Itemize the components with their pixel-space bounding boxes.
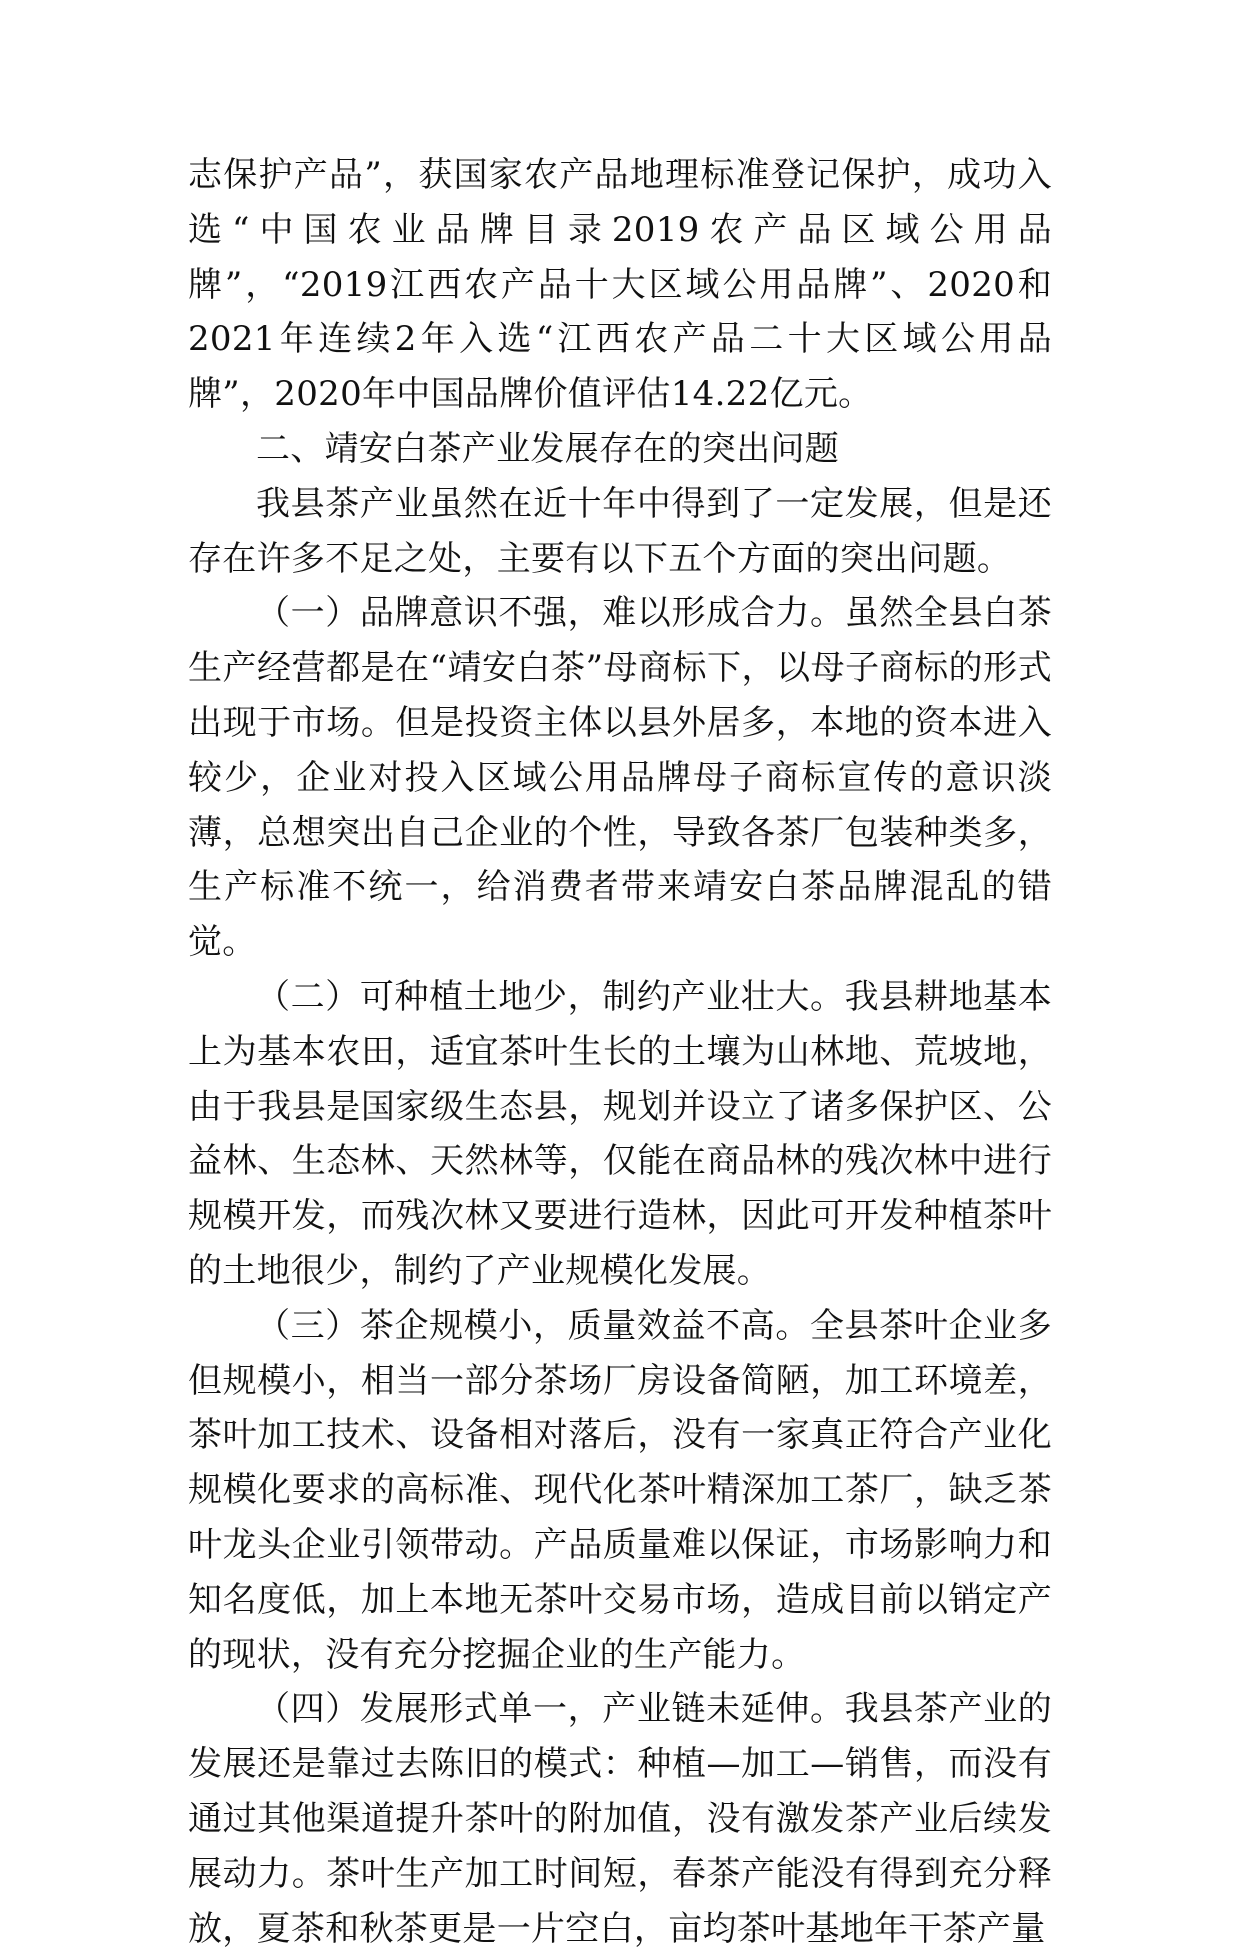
paragraph-issue-1: （一）品牌意识不强，难以形成合力。虽然全县白茶生产经营都是在“靖安白茶”母商标下，以母子商标的形式出现于市场。但是投资主体以县外居多，本地的资本进入较少，企业对投入区域公用品牌母子商标宣传的意识淡薄，总想突出自己企业的个性，导致各茶厂包装种类多，生产标准不统一，给消费者带来靖安白茶品牌混乱的错觉。 (188, 593, 1052, 963)
paragraph-issue-2: （二）可种植土地少，制约产业壮大。我县耕地基本上为基本农田，适宜茶叶生长的土壤为山林地、荒坡地，由于我县是国家级生态县，规划并设立了诸多保护区、公益林、生态林、天然林等，仅能在商品林的残次林中进行规模开发，而残次林又要进行造林，因此可开发种植茶叶的土地很少，制约了产业规模化发展。 (188, 976, 1052, 1291)
section-heading: 二、靖安白茶产业发展存在的突出问题 (256, 428, 840, 469)
paragraph-issue-4: （四）发展形式单一，产业链未延伸。我县茶产业的发展还是靠过去陈旧的模式：种植—加工—销售，而没有通过其他渠道提升茶叶的附加值，没有激发茶产业后续发展动力。茶叶生产加工时间短，春茶产能没有得到充分释放，夏茶和秋茶更是一片空白，亩均茶叶基地年干茶产量 (188, 1689, 1052, 1949)
paragraph-intro: 我县茶产业虽然在近十年中得到了一定发展，但是还存在许多不足之处，主要有以下五个方面的突出问题。 (188, 483, 1052, 579)
paragraph-issue-3: （三）茶企规模小，质量效益不高。全县茶叶企业多但规模小，相当一部分茶场厂房设备简陋，加工环境差，茶叶加工技术、设备相对落后，没有一家真正符合产业化规模化要求的高标准、现代化茶叶精深加工茶厂，缺乏茶叶龙头企业引领带动。产品质量难以保证，市场影响力和知名度低，加上本地无茶叶交易市场，造成目前以销定产的现状，没有充分挖掘企业的生产能力。 (188, 1305, 1052, 1675)
paragraph-continuation: 志保护产品”，获国家农产品地理标准登记保护，成功入选“中国农业品牌目录2019农产品区域公用品牌”，“2019江西农产品十大区域公用品牌”、2020和2021年连续2年入选“江西农产品二十大区域公用品牌”，2020年中国品牌价值评估14.22亿元。 (188, 155, 1052, 415)
document-body (188, 148, 1052, 1956)
